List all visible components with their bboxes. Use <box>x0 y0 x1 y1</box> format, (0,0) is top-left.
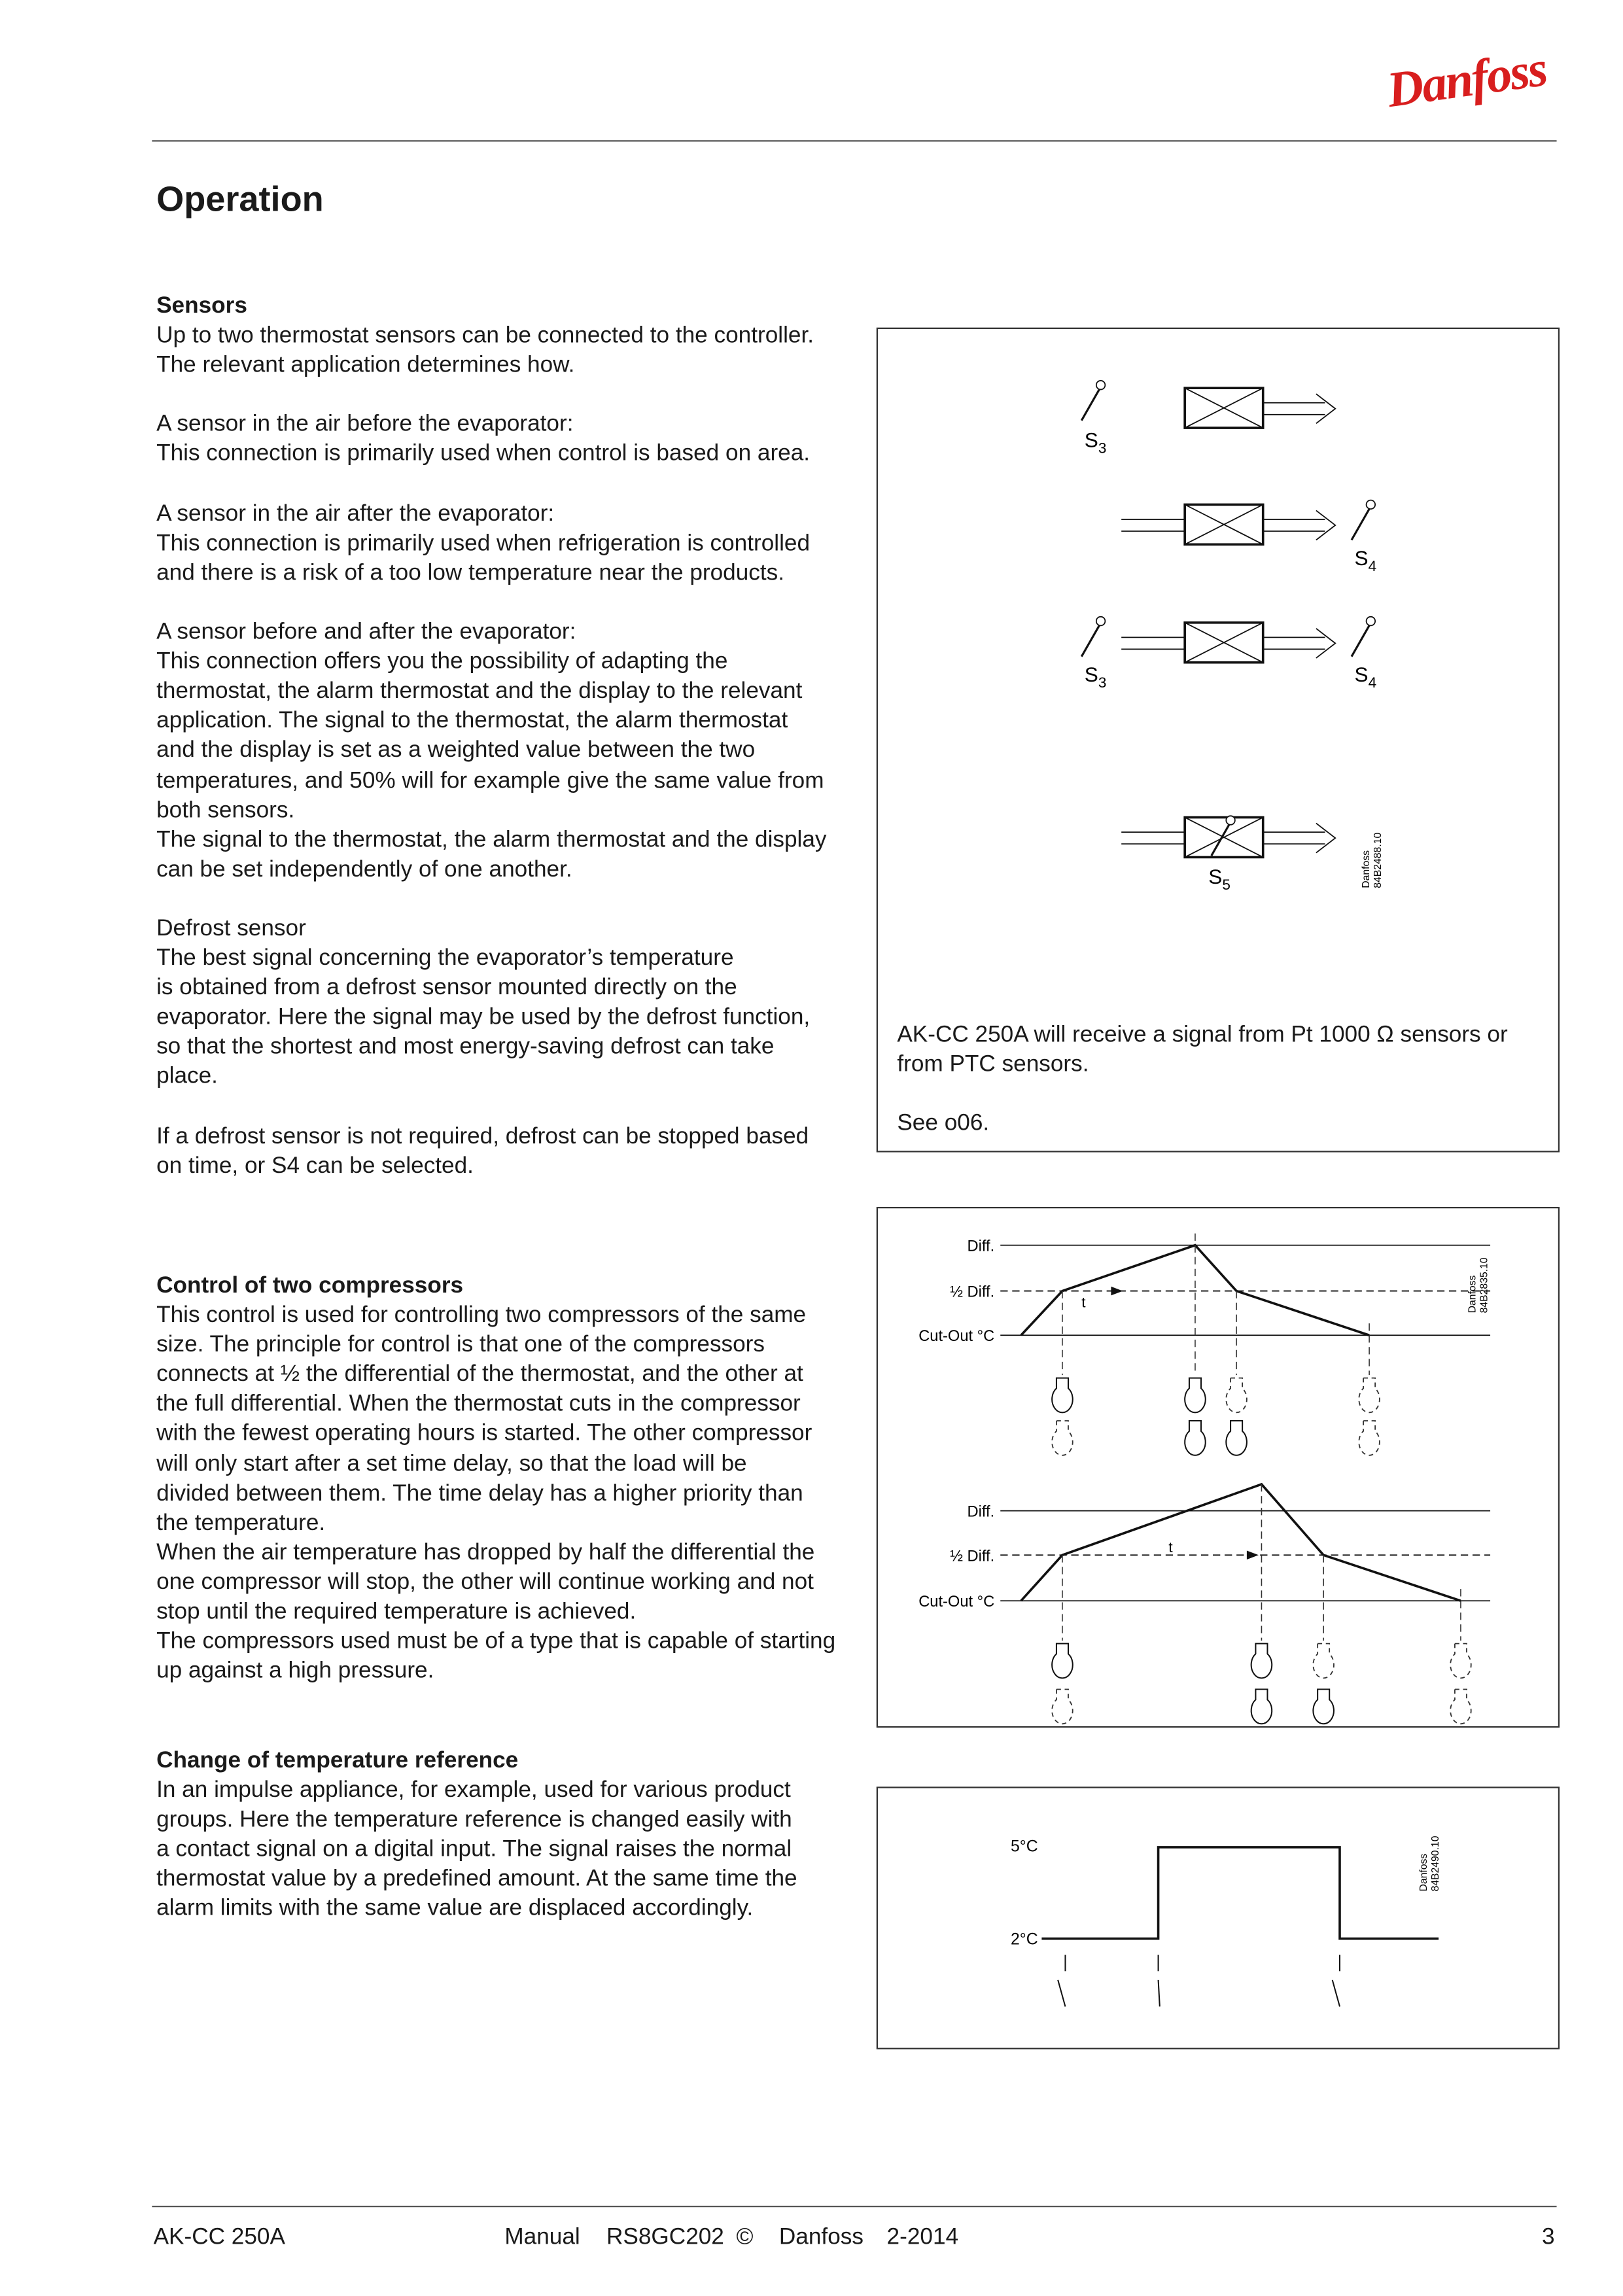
text-line: both sensors. <box>156 797 295 823</box>
drawing-code <box>1467 1257 1490 1313</box>
evaporator-row-after <box>1121 500 1376 574</box>
text-line: Defrost sensor <box>156 916 306 941</box>
compressor-stopped-icon <box>1226 1378 1247 1413</box>
airflow-arrow-icon <box>1263 824 1336 853</box>
footer-brand: Danfoss <box>778 2225 864 2250</box>
text-line: so that the shortest and most energy-saving defrost can take <box>156 1034 775 1060</box>
text-line: alarm limits with the same value are displaced accordingly. <box>156 1896 754 1922</box>
level-label: Diff. <box>967 1238 995 1255</box>
text-line: When the air temperature has dropped by half the differential the <box>156 1540 815 1565</box>
footer-divider <box>152 2206 1556 2207</box>
compressor-running-icon <box>1052 1644 1073 1679</box>
compressor-running-icon <box>1313 1690 1334 1724</box>
sensor-s3-icon <box>1081 381 1105 421</box>
text-line: A sensor before and after the evaporator: <box>156 619 576 645</box>
compressor-stopped-icon <box>1450 1644 1471 1679</box>
compressor-running-icon <box>1251 1644 1272 1679</box>
level-label: Cut-Out °C <box>918 1593 995 1611</box>
delay-arrow-icon <box>1247 1551 1259 1560</box>
text-line: The best signal concerning the evaporator’s temperature <box>156 945 734 971</box>
text-line: up against a high pressure. <box>156 1658 434 1684</box>
compressors-heading: Control of two compressors <box>156 1273 464 1298</box>
sensor-s4-icon <box>1352 500 1375 540</box>
text-line: one compressor will stop, the other will continue working and not <box>156 1569 814 1595</box>
evaporator-row-both <box>1081 617 1376 691</box>
compressor-running-icon <box>1251 1690 1272 1724</box>
airflow-arrow-icon <box>1263 510 1336 540</box>
text-line: In an impulse appliance, for example, used for various product <box>156 1778 791 1803</box>
evaporator-icon <box>1185 504 1263 544</box>
text-line: A sensor in the air before the evaporator: <box>156 412 574 438</box>
compressor-stopped-icon <box>1450 1690 1471 1724</box>
text-line: on time, or S4 can be selected. <box>156 1153 474 1179</box>
level-label: Diff. <box>967 1503 995 1521</box>
text-line: thermostat value by a predefined amount. At the same time the <box>156 1867 797 1892</box>
text-line: evaporator. Here the signal may be used by the defrost function, <box>156 1005 811 1030</box>
level-label: ½ Diff. <box>950 1548 995 1565</box>
text-line: temperatures, and 50% will for example give the same value from <box>156 767 824 793</box>
compressor-running-icon <box>1185 1378 1206 1413</box>
sensor-note: See o06. <box>897 1111 990 1137</box>
text-line: and the display is set as a weighted value between the two <box>156 738 756 764</box>
text-line: A sensor in the air after the evaporator: <box>156 501 555 527</box>
airflow-in-icon <box>1121 832 1185 844</box>
page-title: Operation <box>156 180 324 220</box>
text-line: This control is used for controlling two compressors of the same <box>156 1302 807 1329</box>
compressor-running-icon <box>1226 1421 1247 1455</box>
page-number: 3 <box>1541 2225 1555 2250</box>
evaporator-icon <box>1185 818 1263 858</box>
delay-label: t <box>1081 1294 1086 1311</box>
text-line: The compressors used must be of a type that is capable of starting <box>156 1629 836 1654</box>
delay-label: t <box>1168 1539 1173 1556</box>
evaporator-row-before <box>1081 381 1335 457</box>
airflow-in-icon <box>1121 519 1185 531</box>
compressor-stopped-icon <box>1052 1421 1073 1455</box>
evaporator-icon <box>1185 388 1263 428</box>
text-line: This connection is primarily used when control is based on area. <box>156 442 811 467</box>
compressor-stopped-icon <box>1359 1421 1380 1455</box>
compressor-running-icon <box>1185 1421 1206 1455</box>
text-line: the temperature. <box>156 1510 326 1536</box>
reference-heading: Change of temperature reference <box>156 1748 519 1774</box>
text-line: a contact signal on a digital input. The signal raises the normal <box>156 1837 792 1863</box>
compressor-timing-chart <box>918 1234 1490 1724</box>
text-line: The relevant application determines how. <box>156 353 575 378</box>
temperature-curve <box>1021 1484 1461 1601</box>
level-label: Cut-Out °C <box>918 1328 995 1346</box>
evaporator-row-defrost <box>1121 816 1384 893</box>
text-line: will only start after a set time delay, so that the load will be <box>156 1451 747 1476</box>
airflow-in-icon <box>1121 637 1185 649</box>
text-line: place. <box>156 1064 218 1090</box>
text-line: and there is a risk of a too low temperature near the products. <box>156 560 785 586</box>
footer-doc: Manual <box>504 2225 580 2250</box>
s3-label: $S_3$ <box>1084 428 1107 457</box>
compressor-stopped-icon <box>1313 1644 1334 1679</box>
s5-label: $S_5$ <box>1208 865 1230 894</box>
airflow-arrow-icon <box>1263 394 1336 423</box>
s3-label: $S_3$ <box>1084 663 1107 691</box>
contact-switch-icons <box>1058 1955 1340 2007</box>
sensor-note: from PTC sensors. <box>897 1052 1089 1077</box>
text-line: groups. Here the temperature reference is changed easily with <box>156 1807 792 1833</box>
footer-date: 2-2014 <box>886 2225 959 2250</box>
compressor-stopped-icon <box>1359 1378 1380 1413</box>
text-line: The signal to the thermostat, the alarm thermostat and the display <box>156 827 827 852</box>
sensor-note: AK-CC 250A will receive a signal from Pt 1000 Ω sensors or <box>897 1022 1508 1048</box>
text-line: with the fewest operating hours is started. The other compressor <box>156 1421 812 1447</box>
text-line: size. The principle for control is that one of the compressors <box>156 1332 765 1358</box>
level-5c-label: 5°C <box>1011 1837 1038 1856</box>
code-line: Danfoss <box>1467 1275 1478 1313</box>
code-line: 84B2835.10 <box>1478 1257 1490 1313</box>
level-label: ½ Diff. <box>950 1283 995 1301</box>
s4-label: $S_4$ <box>1354 546 1377 574</box>
level-2c-label: 2°C <box>1011 1930 1038 1949</box>
sensor-s4-icon <box>1352 617 1375 657</box>
sensor-s3-icon <box>1081 617 1105 657</box>
footer-code: RS8GC202 <box>606 2225 724 2250</box>
compressor-running-icon <box>1052 1378 1073 1413</box>
reference-chart <box>1011 1835 1441 2006</box>
compressor-stopped-icon <box>1052 1690 1073 1724</box>
delay-arrow-icon <box>1111 1287 1123 1296</box>
footer-copyright: © <box>736 2225 754 2250</box>
drawing-code: Danfoss84B2488.10 <box>1361 832 1384 888</box>
text-line: the full differential. When the thermostat cuts in the compressor <box>156 1391 801 1418</box>
text-line: can be set independently of one another. <box>156 856 572 882</box>
text-line: connects at ½ the differential of the thermostat, and the other at <box>156 1362 803 1387</box>
sensors-heading: Sensors <box>156 293 247 319</box>
text-line: thermostat, the alarm thermostat and the display to the relevant <box>156 679 803 704</box>
airflow-arrow-icon <box>1263 629 1336 658</box>
text-line: If a defrost sensor is not required, defrost can be stopped based <box>156 1123 809 1149</box>
reference-signal-line <box>1041 1847 1439 1939</box>
danfoss-logo: Danfoss <box>1384 42 1550 119</box>
footer-product: AK-CC 250A <box>153 2225 285 2250</box>
evaporator-icon <box>1185 623 1263 663</box>
drawing-code: Danfoss84B2490.10 <box>1418 1835 1442 1892</box>
text-line: Up to two thermostat sensors can be connected to the controller. <box>156 323 814 349</box>
s4-label: $S_4$ <box>1354 663 1377 691</box>
text-line: is obtained from a defrost sensor mounted directly on the <box>156 975 737 1001</box>
text-line: This connection offers you the possibility of adapting the <box>156 649 728 675</box>
text-line: This connection is primarily used when refrigeration is controlled <box>156 531 811 556</box>
text-line: divided between them. The time delay has a higher priority than <box>156 1480 803 1506</box>
text-line: application. The signal to the thermostat, the alarm thermostat <box>156 708 788 734</box>
text-line: stop until the required temperature is achieved. <box>156 1599 637 1625</box>
